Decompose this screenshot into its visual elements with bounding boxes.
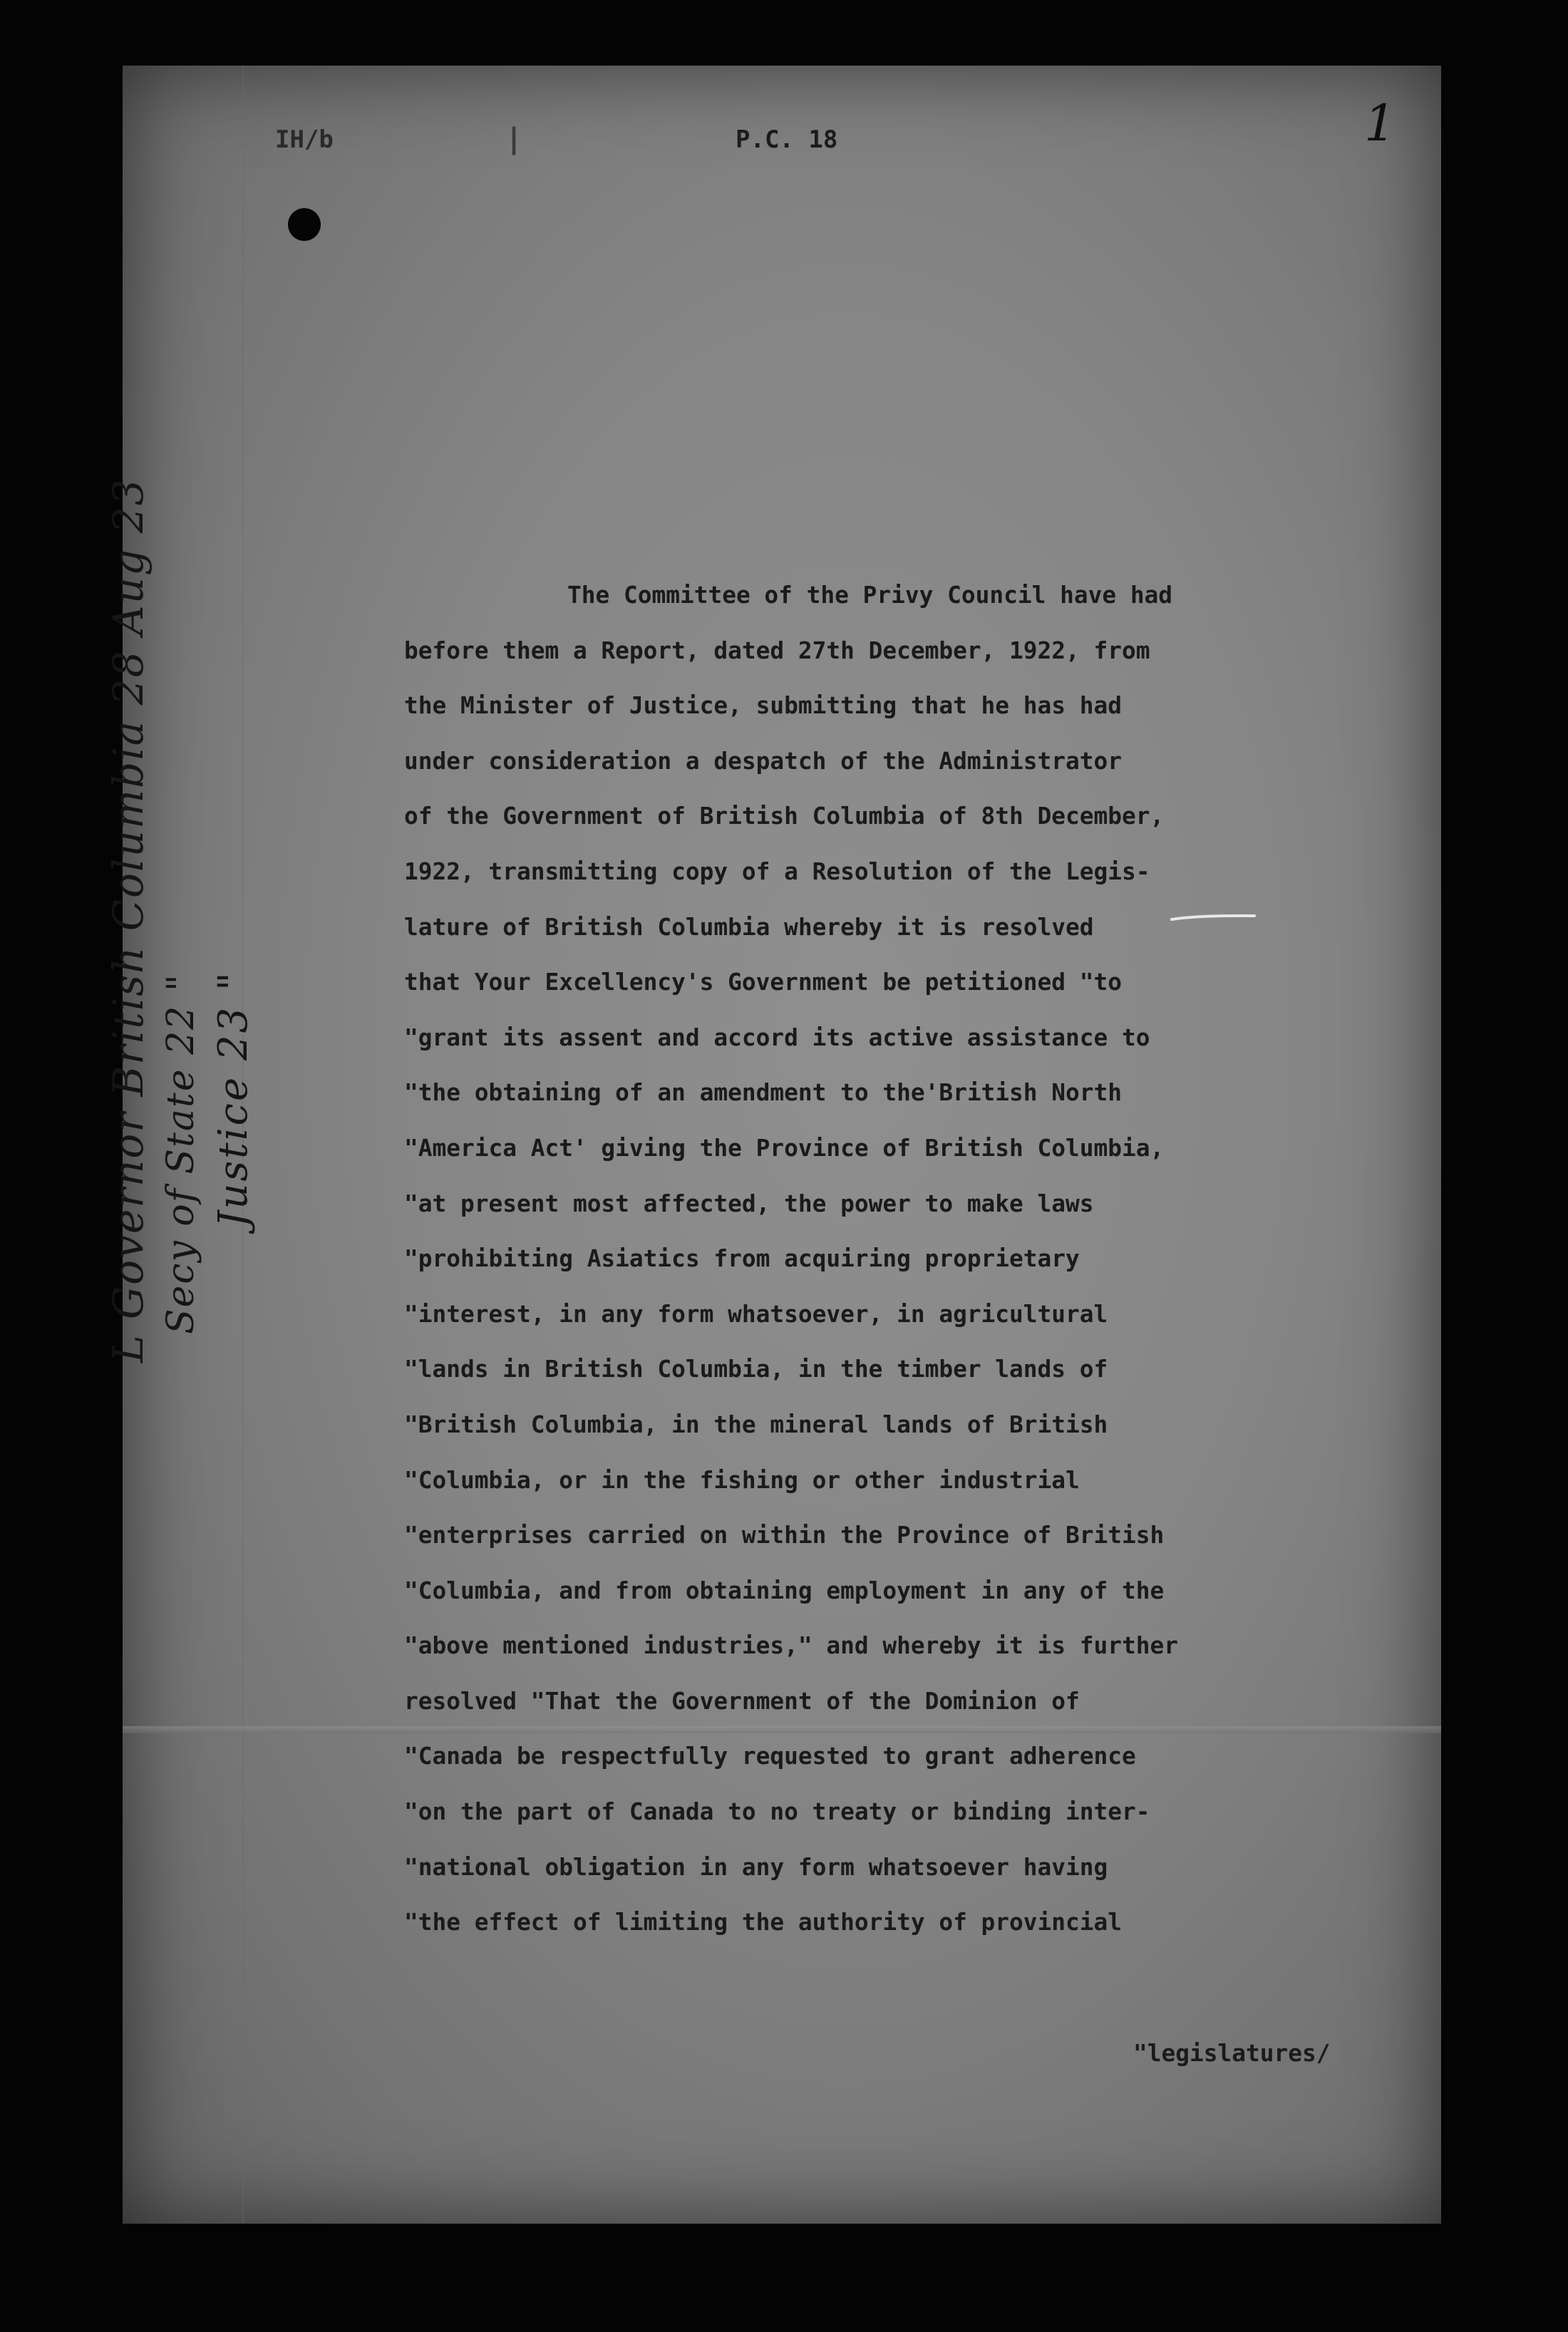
body-line: "on the part of Canada to no treaty or binding inter- [404, 1798, 1150, 1826]
body-line: "national obligation in any form whatsoever having [404, 1853, 1108, 1881]
body-line: "at present most affected, the power to make laws [404, 1190, 1094, 1217]
body-line: lature of British Columbia whereby it is resolved [404, 913, 1094, 941]
body-line: The Committee of the Privy Council have had [567, 582, 1173, 609]
file-reference: IH/b [275, 125, 334, 154]
marginal-note-line: Justice 23 " [210, 970, 257, 1227]
body-line: "lands in British Columbia, in the timber lands of [404, 1356, 1108, 1383]
order-body-text [404, 568, 1438, 1951]
marginal-note-line: L Governor British Columbia 28 Aug 23 [104, 478, 153, 1363]
header-divider-mark: | [505, 123, 523, 155]
body-line: resolved "That the Government of the Dominion of [404, 1687, 1080, 1715]
order-number: P.C. 18 [736, 125, 838, 154]
ink-scratch-mark [1170, 914, 1256, 921]
body-line: "Columbia, or in the fishing or other industrial [404, 1466, 1080, 1494]
handwritten-marginal-note [101, 222, 287, 1363]
marginal-note-line: Secy of State 22 " [160, 973, 202, 1334]
body-line: "grant its assent and accord its active assistance to [404, 1023, 1150, 1051]
body-line: "above mentioned industries," and whereby it is further [404, 1632, 1178, 1660]
body-line: "Canada be respectfully requested to grant adherence [404, 1743, 1136, 1770]
body-line: 1922, transmitting copy of a Resolution of the Legis- [404, 857, 1150, 885]
body-line: "British Columbia, in the mineral lands of British [404, 1410, 1108, 1438]
body-line: "Columbia, and from obtaining employment in any of the [404, 1577, 1165, 1604]
body-line: under consideration a despatch of the Administrator [404, 747, 1123, 775]
body-line: that Your Excellency's Government be petitioned "to [404, 969, 1123, 996]
body-line: "prohibiting Asiatics from acquiring proprietary [404, 1245, 1080, 1273]
continuation-catchword: "legislatures/ [1133, 2040, 1331, 2067]
body-line: before them a Report, dated 27th December, 1922, from [404, 636, 1150, 664]
folio-number: 1 [1364, 94, 1396, 153]
body-line: "America Act' giving the Province of British Columbia, [404, 1134, 1165, 1162]
body-line: the Minister of Justice, submitting that he has had [404, 692, 1123, 720]
body-line: "interest, in any form whatsoever, in agricultural [404, 1300, 1108, 1328]
body-line: "the effect of limiting the authority of provincial [404, 1909, 1123, 1936]
document-page [104, 66, 1441, 2224]
body-line: "the obtaining of an amendment to the'British North [404, 1079, 1123, 1107]
punch-hole [288, 208, 321, 241]
body-line: "enterprises carried on within the Province of British [404, 1522, 1165, 1549]
body-line: of the Government of British Columbia of 8th December, [404, 803, 1165, 830]
